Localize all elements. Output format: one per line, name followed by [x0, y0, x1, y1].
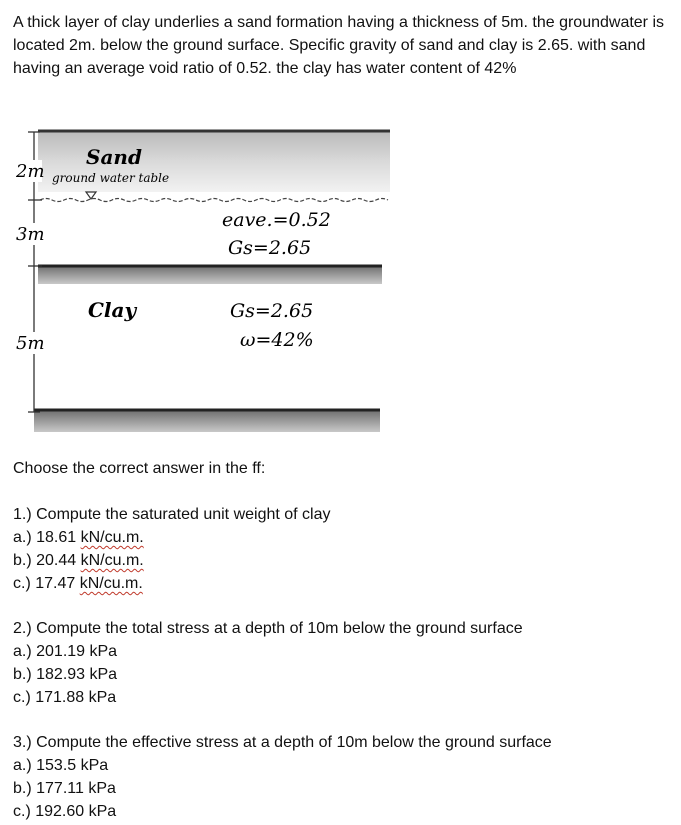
question-2: [13, 617, 523, 709]
dim-3m-label: 3m: [16, 224, 45, 245]
question-3: [13, 731, 552, 823]
question-1: [13, 503, 331, 595]
option-b[interactable]: b.) 20.44 kN/cu.m.: [13, 552, 144, 569]
water-table-line: [40, 199, 388, 202]
question-text: 1.) Compute the saturated unit weight of clay: [13, 506, 331, 523]
clay-gs: Gs=2.65: [230, 300, 314, 322]
clay-label: Clay: [88, 298, 137, 322]
option-a[interactable]: a.) 153.5 kPa: [13, 757, 109, 774]
soil-profile-diagram: [0, 120, 420, 450]
instructions: Choose the correct answer in the ff:: [13, 460, 266, 477]
sand-label: Sand: [86, 145, 142, 169]
dim-5m-label: 5m: [16, 333, 45, 354]
sand-void-ratio: eave.=0.52: [222, 209, 331, 231]
option-a[interactable]: a.) 18.61 kN/cu.m.: [13, 529, 144, 546]
question-text: 2.) Compute the total stress at a depth of 10m below the ground surface: [13, 620, 523, 637]
option-c[interactable]: c.) 192.60 kPa: [13, 803, 117, 820]
problem-statement: A thick layer of clay underlies a sand formation having a thickness of 5m. the groundwater is located 2m. below the ground surface. Specific gravity of sand and clay is 2.65. with sand having an average void ratio of 0.52. the clay has water content of 42%: [13, 14, 665, 77]
option-a[interactable]: a.) 201.19 kPa: [13, 643, 118, 660]
water-table-label: ground water table: [52, 171, 170, 185]
question-text: 3.) Compute the effective stress at a depth of 10m below the ground surface: [13, 734, 552, 751]
clay-water-content: ω=42%: [240, 329, 314, 351]
option-c[interactable]: c.) 17.47 kN/cu.m.: [13, 575, 143, 592]
option-b[interactable]: b.) 177.11 kPa: [13, 780, 116, 797]
option-b[interactable]: b.) 182.93 kPa: [13, 666, 118, 683]
clay-bottom: [34, 410, 380, 432]
sand-gs: Gs=2.65: [228, 237, 312, 259]
dim-2m-label: 2m: [16, 161, 45, 182]
sand-clay-interface: [38, 266, 382, 284]
option-c[interactable]: c.) 171.88 kPa: [13, 689, 117, 706]
